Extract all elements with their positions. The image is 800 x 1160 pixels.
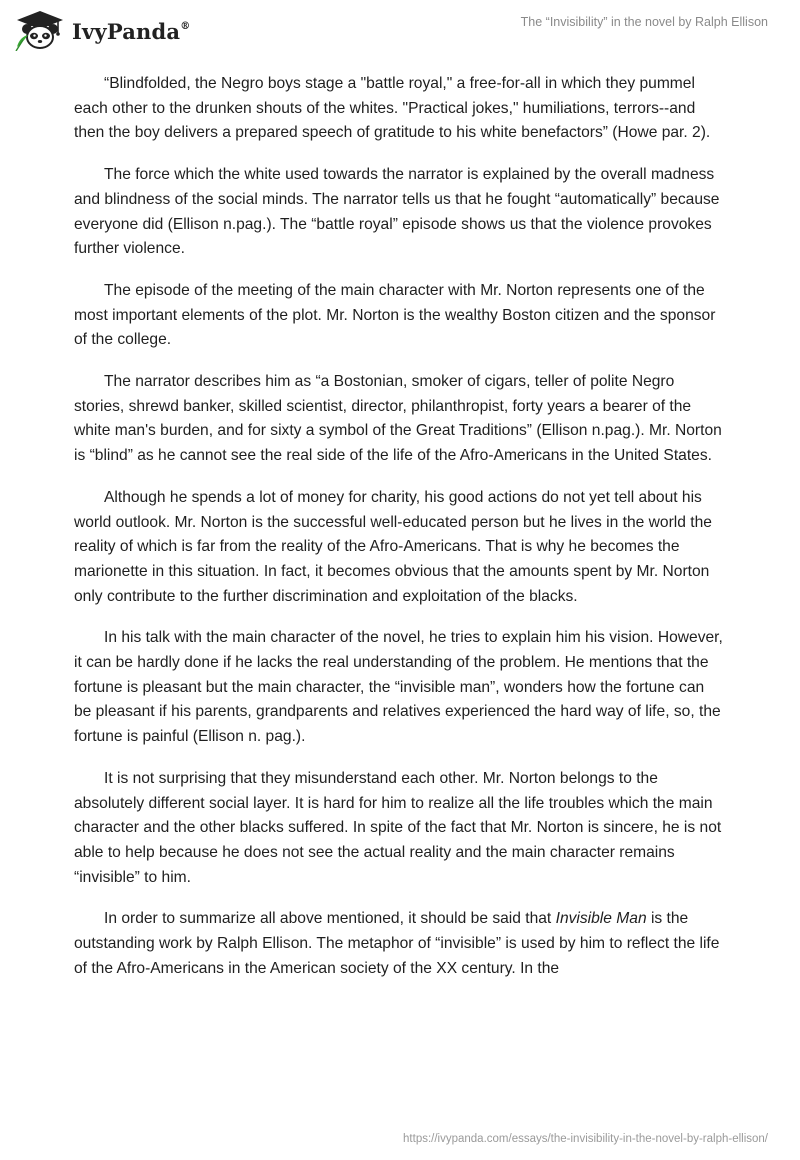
paragraph: The force which the white used towards the narrator is explained by the overall madness and blindness of the social minds. The narrator tells us that he fought “automatically” because everyone did (Ellison n.pag.). The “battle royal” episode shows us that the violence provokes further violence. xyxy=(74,166,720,258)
paragraph: The episode of the meeting of the main character with Mr. Norton represents one of the most important elements of the plot. Mr. Norton is the wealthy Boston citizen and the sponsor of the college. xyxy=(74,281,716,349)
source-url[interactable]: https://ivypanda.com/essays/the-invisibility-in-the-novel-by-ralph-ellison/ xyxy=(403,1133,768,1145)
page-header xyxy=(0,0,800,60)
paragraph: “Blindfolded, the Negro boys stage a "battle royal," a free-for-all in which they pummel each other to the drunken shouts of the whites. "Practical jokes," humiliations, terrors--and then the boy delivers a prepared speech of gratitude to his white benefactors” (Howe par. 2). xyxy=(74,75,711,142)
essay-body xyxy=(74,72,724,999)
paragraph-conclusion: In order to summarize all above mentioned, it should be said that Invisible Man is the outstanding work by Ralph Ellison. The metaphor of “invisible” is used by him to reflect the life of the Afro-Americans in the American society of the XX century. In the xyxy=(74,910,720,977)
paragraph: It is not surprising that they misunderstand each other. Mr. Norton belongs to the absolutely different social layer. It is hard for him to realize all the life troubles which the main character and the other blacks suffered. In spite of the fact that Mr. Norton is sincere, he is not able to help because he does not see the actual reality and the main character remains “invisible” to him. xyxy=(74,769,722,886)
ivypanda-logo[interactable] xyxy=(14,9,190,51)
book-title: Invisible Man xyxy=(555,910,647,928)
paragraph: Although he spends a lot of money for charity, his good actions do not yet tell about his world outlook. Mr. Norton is the successful well-educated person but he lives in the world the reality of which is far from the reality of the Afro-Americans. That is why he becomes the marionette in this situation. In fact, it becomes obvious that the amounts spent by Mr. Norton only contribute to the further discrimination and exploitation of the blacks. xyxy=(74,488,712,605)
brand-name: IvyPanda® xyxy=(72,18,191,44)
paragraph: The narrator describes him as “a Bostonian, smoker of cigars, teller of polite Negro stories, shrewd banker, skilled scientist, director, philanthropist, forty years a bearer of the white man's burden, and for sixty a symbol of the Great Traditions” (Ellison n.pag.). Mr. Norton is “blind” as he cannot see the real side of the life of the Afro-Americans in the United States. xyxy=(74,373,722,465)
panda-logo-icon xyxy=(14,9,66,51)
paragraph: In his talk with the main character of the novel, he tries to explain him his vision. However, it can be hardly done if he lacks the real understanding of the problem. He mentions that the fortune is pleasant but the main character, the “invisible man”, wonders how the fortune can be pleasant if his parents, grandparents and relatives experienced the hard way of life, so, the fortune is painful (Ellison n. pag.). xyxy=(74,629,723,746)
document-title: The “Invisibility” in the novel by Ralph Ellison xyxy=(520,15,768,29)
